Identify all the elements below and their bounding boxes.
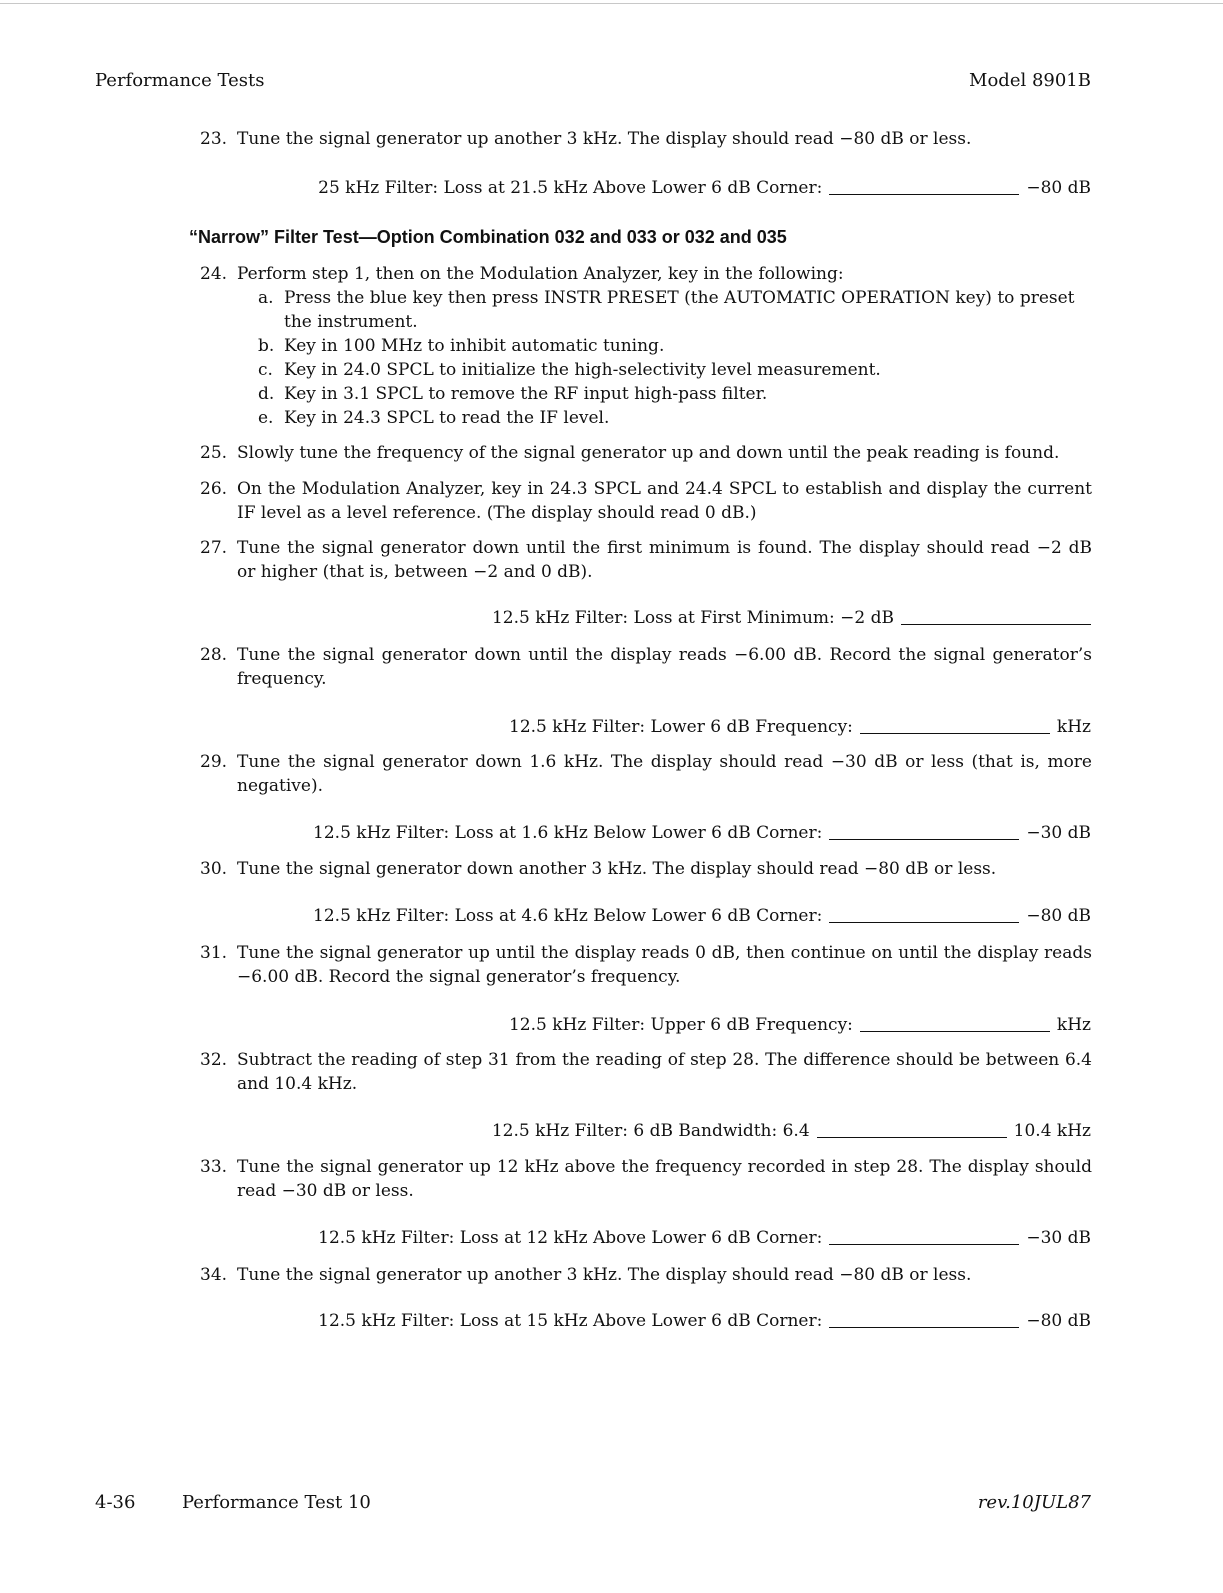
record-limit: −80 dB <box>1026 906 1091 926</box>
step-number: 23. <box>200 129 228 149</box>
step-text: Tune the signal generator down another 3 kHz. The display should read −80 dB or less. <box>237 859 997 879</box>
step-text: Tune the signal generator down until the display reads −6.00 dB. Record the signal generator’s frequency. <box>237 645 1092 689</box>
substep-letter: b. <box>258 336 275 356</box>
record-label: 25 kHz Filter: Loss at 21.5 kHz Above Lower 6 dB Corner: <box>318 178 823 198</box>
step-text: Tune the signal generator down until the first minimum is found. The display should read −2 dB or higher (that is, between −2 and 0 dB). <box>237 538 1092 582</box>
step-number: 26. <box>200 479 228 499</box>
substep-text: Key in 100 MHz to inhibit automatic tuning. <box>284 336 665 356</box>
footer-test-title: Performance Test 10 <box>182 1492 371 1513</box>
step-26 <box>200 477 1092 525</box>
footer-revision: rev.10JUL87 <box>977 1492 1091 1513</box>
step-29 <box>200 750 1092 798</box>
record-blank <box>829 1326 1019 1328</box>
record-line-34 <box>318 1309 1091 1333</box>
step-text: Tune the signal generator down 1.6 kHz. The display should read −30 dB or less (that is, more negative). <box>237 752 1092 796</box>
step-number: 27. <box>200 538 228 558</box>
record-line-32 <box>492 1119 1091 1143</box>
record-limit: −80 dB <box>1026 1311 1091 1331</box>
record-label: 12.5 kHz Filter: 6 dB Bandwidth: 6.4 <box>491 1121 810 1141</box>
step-28 <box>200 643 1092 691</box>
record-blank <box>817 1136 1007 1138</box>
step-24 <box>200 262 1092 286</box>
substep-24d <box>258 382 1092 406</box>
record-line-30 <box>313 904 1091 928</box>
step-number: 29. <box>200 752 228 772</box>
substep-letter: e. <box>258 408 274 428</box>
record-unit: kHz <box>1056 717 1091 737</box>
footer-page-number: 4-36 <box>95 1492 136 1513</box>
step-number: 28. <box>200 645 228 665</box>
step-32 <box>200 1048 1092 1096</box>
record-limit: 10.4 kHz <box>1013 1121 1091 1141</box>
step-text: Perform step 1, then on the Modulation Analyzer, key in the following: <box>237 264 844 284</box>
step-text: Tune the signal generator up another 3 kHz. The display should read −80 dB or less. <box>237 129 972 149</box>
record-limit: −80 dB <box>1026 178 1091 198</box>
running-header-title: Performance Tests <box>95 70 265 91</box>
record-unit: kHz <box>1056 1015 1091 1035</box>
substep-letter: d. <box>258 384 275 404</box>
record-line-33 <box>318 1226 1091 1250</box>
step-31 <box>200 941 1092 989</box>
record-label: 12.5 kHz Filter: Loss at 1.6 kHz Below Lower 6 dB Corner: <box>313 823 823 843</box>
step-number: 33. <box>200 1157 228 1177</box>
record-blank <box>829 193 1019 195</box>
record-line-29 <box>313 821 1091 845</box>
step-27 <box>200 536 1092 584</box>
record-line-31 <box>509 1013 1091 1037</box>
step-text: Subtract the reading of step 31 from the reading of step 28. The difference should be between 6.4 and 10.4 kHz. <box>237 1050 1092 1094</box>
step-number: 30. <box>200 859 228 879</box>
substep-text: Key in 24.3 SPCL to read the IF level. <box>284 408 610 428</box>
step-text: Slowly tune the frequency of the signal generator up and down until the peak reading is found. <box>237 443 1060 463</box>
step-text: On the Modulation Analyzer, key in 24.3 SPCL and 24.4 SPCL to establish and display the current IF level as a level reference. (The display should read 0 dB.) <box>237 479 1092 523</box>
record-blank <box>860 732 1050 734</box>
record-limit: −30 dB <box>1026 823 1091 843</box>
top-rule <box>0 3 1223 4</box>
substep-letter: c. <box>258 360 273 380</box>
step-text: Tune the signal generator up until the display reads 0 dB, then continue on until the display reads −6.00 dB. Record the signal generator’s frequency. <box>237 943 1092 987</box>
step-number: 24. <box>200 264 228 284</box>
record-blank <box>829 1243 1019 1245</box>
record-label: 12.5 kHz Filter: Lower 6 dB Frequency: <box>509 717 853 737</box>
running-header-model: Model 8901B <box>969 70 1091 91</box>
step-30 <box>200 857 1092 881</box>
record-label: 12.5 kHz Filter: Upper 6 dB Frequency: <box>508 1015 853 1035</box>
substep-text: Press the blue key then press INSTR PRESET (the AUTOMATIC OPERATION key) to preset the instrument. <box>284 288 1075 332</box>
record-blank <box>829 838 1019 840</box>
section-heading: “Narrow” Filter Test—Option Combination 032 and 033 or 032 and 035 <box>189 227 787 247</box>
step-number: 25. <box>200 443 228 463</box>
record-label: 12.5 kHz Filter: Loss at 4.6 kHz Below Lower 6 dB Corner: <box>313 906 823 926</box>
substep-letter: a. <box>258 288 274 308</box>
substep-text: Key in 24.0 SPCL to initialize the high-selectivity level measurement. <box>284 360 881 380</box>
record-blank <box>901 623 1091 625</box>
record-blank <box>829 921 1019 923</box>
record-label: 12.5 kHz Filter: Loss at First Minimum: −2 dB <box>491 608 894 628</box>
record-line-28 <box>509 715 1091 739</box>
step-number: 34. <box>200 1265 228 1285</box>
step-33 <box>200 1155 1092 1203</box>
step-number: 31. <box>200 943 228 963</box>
step-25 <box>200 441 1092 465</box>
substep-24a <box>258 286 1092 334</box>
substep-24c <box>258 358 1092 382</box>
substep-text: Key in 3.1 SPCL to remove the RF input high-pass filter. <box>284 384 768 404</box>
record-limit: −30 dB <box>1026 1228 1091 1248</box>
record-line-23 <box>318 176 1091 200</box>
step-text: Tune the signal generator up 12 kHz above the frequency recorded in step 28. The display should read −30 dB or less. <box>237 1157 1092 1201</box>
step-34 <box>200 1263 1092 1287</box>
record-blank <box>860 1030 1050 1032</box>
substep-24b <box>258 334 1092 358</box>
record-label: 12.5 kHz Filter: Loss at 12 kHz Above Lower 6 dB Corner: <box>318 1228 823 1248</box>
step-23 <box>200 127 1092 151</box>
step-number: 32. <box>200 1050 228 1070</box>
step-text: Tune the signal generator up another 3 kHz. The display should read −80 dB or less. <box>237 1265 972 1285</box>
substep-24e <box>258 406 1092 430</box>
record-label: 12.5 kHz Filter: Loss at 15 kHz Above Lower 6 dB Corner: <box>318 1311 823 1331</box>
record-line-27 <box>492 606 1091 630</box>
